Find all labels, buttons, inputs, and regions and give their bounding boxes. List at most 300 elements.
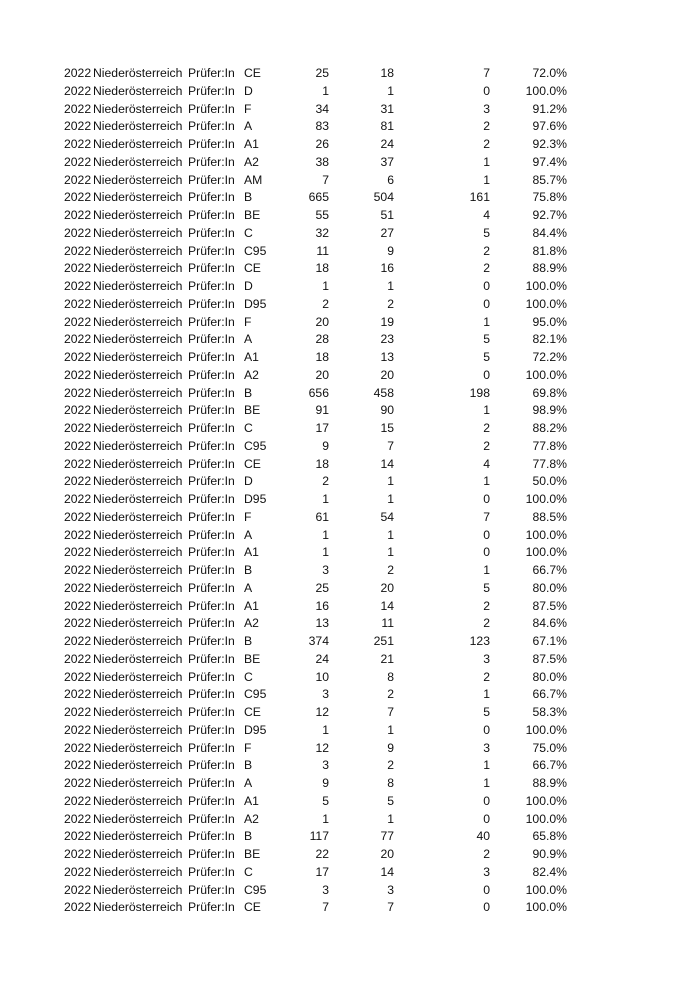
table-row xyxy=(64,456,574,474)
region-cell: Niederösterreich xyxy=(93,119,183,134)
license-class-cell: D95 xyxy=(244,296,267,311)
region-cell: Niederösterreich xyxy=(93,403,183,418)
total-count-cell: 11 xyxy=(316,243,329,258)
license-class-cell: C xyxy=(244,864,253,879)
pass-rate-cell: 100.0% xyxy=(525,900,567,915)
year-cell: 2022 xyxy=(64,900,92,915)
license-class-cell: B xyxy=(244,758,253,773)
failed-count-cell: 0 xyxy=(483,793,490,808)
role-cell: Prüfer:In xyxy=(188,811,235,826)
passed-count-cell: 251 xyxy=(373,634,394,648)
pass-rate-cell: 87.5% xyxy=(532,651,567,666)
table-row xyxy=(64,172,574,190)
failed-count-cell: 0 xyxy=(483,811,490,826)
year-cell: 2022 xyxy=(64,243,92,258)
pass-rate-cell: 97.6% xyxy=(532,119,567,134)
region-cell: Niederösterreich xyxy=(93,900,183,915)
passed-count-cell: 2 xyxy=(387,687,394,702)
license-class-cell: A1 xyxy=(244,545,259,560)
role-cell: Prüfer:In xyxy=(188,474,235,489)
table-row xyxy=(64,101,574,119)
failed-count-cell: 0 xyxy=(483,882,490,897)
failed-count-cell: 2 xyxy=(483,243,490,258)
total-count-cell: 1 xyxy=(322,83,329,98)
pass-rate-cell: 82.1% xyxy=(532,332,567,347)
pass-rate-cell: 87.5% xyxy=(532,598,567,613)
year-cell: 2022 xyxy=(64,634,92,648)
passed-count-cell: 21 xyxy=(380,651,394,666)
total-count-cell: 9 xyxy=(322,776,329,790)
year-cell: 2022 xyxy=(64,882,92,897)
pass-rate-cell: 100.0% xyxy=(525,793,567,808)
total-count-cell: 17 xyxy=(315,864,329,879)
region-cell: Niederösterreich xyxy=(93,172,183,187)
passed-count-cell: 54 xyxy=(380,509,394,524)
region-cell: Niederösterreich xyxy=(93,367,183,382)
year-cell: 2022 xyxy=(64,864,92,879)
license-class-cell: D xyxy=(244,474,253,489)
region-cell: Niederösterreich xyxy=(93,687,183,702)
failed-count-cell: 1 xyxy=(483,776,490,790)
total-count-cell: 24 xyxy=(315,651,329,666)
pass-rate-cell: 69.8% xyxy=(532,385,567,400)
table-row xyxy=(64,757,574,775)
table-row xyxy=(64,296,574,314)
table-row xyxy=(64,775,574,793)
pass-rate-cell: 77.8% xyxy=(532,438,567,453)
license-class-cell: A xyxy=(244,580,253,595)
pass-rate-cell: 72.0% xyxy=(532,66,567,80)
license-class-cell: F xyxy=(244,101,252,116)
role-cell: Prüfer:In xyxy=(188,456,235,471)
pass-rate-cell: 84.6% xyxy=(532,616,567,631)
total-count-cell: 3 xyxy=(322,687,329,702)
license-class-cell: A2 xyxy=(244,154,259,169)
total-count-cell: 13 xyxy=(315,616,329,631)
total-count-cell: 7 xyxy=(322,900,329,915)
year-cell: 2022 xyxy=(64,403,92,418)
year-cell: 2022 xyxy=(64,456,92,471)
region-cell: Niederösterreich xyxy=(93,225,183,240)
year-cell: 2022 xyxy=(64,580,92,595)
passed-count-cell: 19 xyxy=(380,314,394,329)
total-count-cell: 1 xyxy=(322,527,329,542)
region-cell: Niederösterreich xyxy=(93,83,183,98)
failed-count-cell: 0 xyxy=(483,722,490,737)
year-cell: 2022 xyxy=(64,137,92,151)
role-cell: Prüfer:In xyxy=(188,314,235,329)
passed-count-cell: 9 xyxy=(387,243,394,258)
year-cell: 2022 xyxy=(64,651,92,666)
total-count-cell: 12 xyxy=(315,705,329,719)
license-class-cell: C95 xyxy=(244,438,267,453)
failed-count-cell: 40 xyxy=(476,829,490,844)
pass-rate-cell: 98.9% xyxy=(532,403,567,418)
total-count-cell: 28 xyxy=(315,332,329,347)
failed-count-cell: 0 xyxy=(483,367,490,382)
role-cell: Prüfer:In xyxy=(188,190,235,205)
license-class-cell: A xyxy=(244,119,253,134)
role-cell: Prüfer:In xyxy=(188,385,235,400)
passed-count-cell: 6 xyxy=(387,172,394,187)
year-cell: 2022 xyxy=(64,598,92,613)
pass-rate-cell: 66.7% xyxy=(532,687,567,702)
year-cell: 2022 xyxy=(64,527,92,542)
role-cell: Prüfer:In xyxy=(188,83,235,98)
region-cell: Niederösterreich xyxy=(93,634,183,648)
region-cell: Niederösterreich xyxy=(93,580,183,595)
license-class-cell: CE xyxy=(244,705,261,719)
passed-count-cell: 8 xyxy=(387,669,394,684)
table-row xyxy=(64,83,574,101)
role-cell: Prüfer:In xyxy=(188,882,235,897)
passed-count-cell: 20 xyxy=(380,847,394,861)
failed-count-cell: 2 xyxy=(483,421,490,435)
role-cell: Prüfer:In xyxy=(188,793,235,808)
table-row xyxy=(64,349,574,367)
region-cell: Niederösterreich xyxy=(93,722,183,737)
failed-count-cell: 3 xyxy=(483,651,490,666)
failed-count-cell: 1 xyxy=(483,403,490,418)
passed-count-cell: 5 xyxy=(387,793,394,808)
total-count-cell: 2 xyxy=(322,296,329,311)
passed-count-cell: 2 xyxy=(387,296,394,311)
license-class-cell: CE xyxy=(244,456,261,471)
table-row xyxy=(64,882,574,900)
total-count-cell: 3 xyxy=(322,758,329,773)
passed-count-cell: 81 xyxy=(380,119,394,134)
table-row xyxy=(64,740,574,758)
pass-rate-cell: 90.9% xyxy=(532,847,567,861)
role-cell: Prüfer:In xyxy=(188,154,235,169)
table-row xyxy=(64,686,574,704)
total-count-cell: 18 xyxy=(315,261,329,276)
role-cell: Prüfer:In xyxy=(188,900,235,915)
failed-count-cell: 2 xyxy=(483,598,490,613)
pass-rate-cell: 100.0% xyxy=(525,722,567,737)
license-class-cell: C xyxy=(244,421,253,435)
passed-count-cell: 458 xyxy=(373,385,394,400)
pass-rate-cell: 66.7% xyxy=(532,563,567,577)
year-cell: 2022 xyxy=(64,474,92,489)
region-cell: Niederösterreich xyxy=(93,243,183,258)
table-row xyxy=(64,260,574,278)
total-count-cell: 83 xyxy=(315,119,329,134)
year-cell: 2022 xyxy=(64,261,92,276)
pass-rate-cell: 100.0% xyxy=(525,882,567,897)
passed-count-cell: 1 xyxy=(387,474,394,489)
license-class-cell: CE xyxy=(244,900,261,915)
table-row xyxy=(64,562,574,580)
license-class-cell: BE xyxy=(244,847,261,861)
table-row xyxy=(64,438,574,456)
failed-count-cell: 2 xyxy=(483,847,490,861)
year-cell: 2022 xyxy=(64,367,92,382)
license-class-cell: A xyxy=(244,527,253,542)
total-count-cell: 25 xyxy=(315,580,329,595)
role-cell: Prüfer:In xyxy=(188,403,235,418)
table-row xyxy=(64,793,574,811)
license-class-cell: BE xyxy=(244,403,261,418)
region-cell: Niederösterreich xyxy=(93,651,183,666)
passed-count-cell: 31 xyxy=(380,101,394,116)
year-cell: 2022 xyxy=(64,190,92,205)
failed-count-cell: 3 xyxy=(483,864,490,879)
license-class-cell: BE xyxy=(244,651,261,666)
year-cell: 2022 xyxy=(64,545,92,560)
pass-rate-cell: 88.5% xyxy=(532,509,567,524)
region-cell: Niederösterreich xyxy=(93,208,183,222)
region-cell: Niederösterreich xyxy=(93,332,183,347)
role-cell: Prüfer:In xyxy=(188,563,235,577)
total-count-cell: 22 xyxy=(315,847,329,861)
role-cell: Prüfer:In xyxy=(188,776,235,790)
pass-rate-cell: 88.9% xyxy=(532,776,567,790)
total-count-cell: 9 xyxy=(322,438,329,453)
table-row xyxy=(64,420,574,438)
license-class-cell: D xyxy=(244,279,253,293)
pass-rate-cell: 65.8% xyxy=(532,829,567,844)
role-cell: Prüfer:In xyxy=(188,864,235,879)
role-cell: Prüfer:In xyxy=(188,758,235,773)
role-cell: Prüfer:In xyxy=(188,367,235,382)
region-cell: Niederösterreich xyxy=(93,740,183,755)
region-cell: Niederösterreich xyxy=(93,847,183,861)
table-row xyxy=(64,367,574,385)
role-cell: Prüfer:In xyxy=(188,687,235,702)
role-cell: Prüfer:In xyxy=(188,225,235,240)
failed-count-cell: 0 xyxy=(483,527,490,542)
failed-count-cell: 123 xyxy=(469,634,490,648)
total-count-cell: 18 xyxy=(315,456,329,471)
license-class-cell: BE xyxy=(244,208,261,222)
region-cell: Niederösterreich xyxy=(93,616,183,631)
table-row xyxy=(64,899,574,917)
region-cell: Niederösterreich xyxy=(93,492,183,506)
pass-rate-cell: 85.7% xyxy=(532,172,567,187)
failed-count-cell: 5 xyxy=(483,350,490,364)
role-cell: Prüfer:In xyxy=(188,261,235,276)
pass-rate-cell: 75.0% xyxy=(532,740,567,755)
license-class-cell: B xyxy=(244,829,253,844)
license-class-cell: C xyxy=(244,669,253,684)
passed-count-cell: 16 xyxy=(380,261,394,276)
total-count-cell: 5 xyxy=(322,793,329,808)
region-cell: Niederösterreich xyxy=(93,314,183,329)
year-cell: 2022 xyxy=(64,829,92,844)
table-row xyxy=(64,189,574,207)
failed-count-cell: 0 xyxy=(483,279,490,293)
passed-count-cell: 2 xyxy=(387,758,394,773)
table-row xyxy=(64,633,574,651)
failed-count-cell: 198 xyxy=(469,385,490,400)
pass-rate-cell: 100.0% xyxy=(525,527,567,542)
role-cell: Prüfer:In xyxy=(188,616,235,631)
total-count-cell: 117 xyxy=(309,829,329,844)
failed-count-cell: 3 xyxy=(483,101,490,116)
failed-count-cell: 1 xyxy=(483,563,490,577)
failed-count-cell: 1 xyxy=(483,474,490,489)
table-row xyxy=(64,118,574,136)
region-cell: Niederösterreich xyxy=(93,137,183,151)
failed-count-cell: 2 xyxy=(483,119,490,134)
pass-rate-cell: 50.0% xyxy=(532,474,567,489)
total-count-cell: 34 xyxy=(315,101,329,116)
year-cell: 2022 xyxy=(64,332,92,347)
region-cell: Niederösterreich xyxy=(93,421,183,435)
failed-count-cell: 0 xyxy=(483,296,490,311)
total-count-cell: 20 xyxy=(315,314,329,329)
license-class-cell: CE xyxy=(244,261,261,276)
table-row xyxy=(64,598,574,616)
total-count-cell: 3 xyxy=(322,563,329,577)
license-class-cell: D xyxy=(244,83,253,98)
pass-rate-cell: 88.2% xyxy=(532,421,567,435)
passed-count-cell: 1 xyxy=(387,492,394,506)
total-count-cell: 665 xyxy=(308,190,329,205)
role-cell: Prüfer:In xyxy=(188,208,235,222)
failed-count-cell: 3 xyxy=(483,740,490,755)
role-cell: Prüfer:In xyxy=(188,492,235,506)
failed-count-cell: 5 xyxy=(483,332,490,347)
year-cell: 2022 xyxy=(64,705,92,719)
region-cell: Niederösterreich xyxy=(93,758,183,773)
pass-rate-cell: 100.0% xyxy=(525,296,567,311)
table-row xyxy=(64,136,574,154)
year-cell: 2022 xyxy=(64,421,92,435)
license-class-cell: A xyxy=(244,776,253,790)
failed-count-cell: 2 xyxy=(483,616,490,631)
role-cell: Prüfer:In xyxy=(188,137,235,151)
role-cell: Prüfer:In xyxy=(188,438,235,453)
table-row xyxy=(64,154,574,172)
failed-count-cell: 0 xyxy=(483,492,490,506)
region-cell: Niederösterreich xyxy=(93,864,183,879)
passed-count-cell: 20 xyxy=(380,367,394,382)
region-cell: Niederösterreich xyxy=(93,527,183,542)
failed-count-cell: 5 xyxy=(483,580,490,595)
total-count-cell: 7 xyxy=(322,172,329,187)
table-row xyxy=(64,331,574,349)
failed-count-cell: 4 xyxy=(483,208,490,222)
region-cell: Niederösterreich xyxy=(93,811,183,826)
role-cell: Prüfer:In xyxy=(188,598,235,613)
license-class-cell: A xyxy=(244,332,253,347)
total-count-cell: 1 xyxy=(322,279,329,293)
failed-count-cell: 1 xyxy=(483,154,490,169)
license-class-cell: F xyxy=(244,740,252,755)
table-row xyxy=(64,314,574,332)
table-row xyxy=(64,207,574,225)
role-cell: Prüfer:In xyxy=(188,651,235,666)
failed-count-cell: 7 xyxy=(483,509,490,524)
year-cell: 2022 xyxy=(64,492,92,506)
role-cell: Prüfer:In xyxy=(188,545,235,560)
pass-rate-cell: 100.0% xyxy=(525,811,567,826)
table-row xyxy=(64,704,574,722)
role-cell: Prüfer:In xyxy=(188,527,235,542)
passed-count-cell: 1 xyxy=(387,527,394,542)
failed-count-cell: 1 xyxy=(483,758,490,773)
region-cell: Niederösterreich xyxy=(93,154,183,169)
pass-rate-cell: 91.2% xyxy=(532,101,567,116)
license-class-cell: F xyxy=(244,314,252,329)
role-cell: Prüfer:In xyxy=(188,350,235,364)
license-class-cell: B xyxy=(244,385,253,400)
total-count-cell: 3 xyxy=(322,882,329,897)
passed-count-cell: 15 xyxy=(380,421,394,435)
region-cell: Niederösterreich xyxy=(93,563,183,577)
passed-count-cell: 8 xyxy=(387,776,394,790)
license-class-cell: D95 xyxy=(244,722,267,737)
table-row xyxy=(64,473,574,491)
total-count-cell: 18 xyxy=(315,350,329,364)
pass-rate-cell: 72.2% xyxy=(532,350,567,364)
region-cell: Niederösterreich xyxy=(93,66,183,80)
pass-rate-cell: 100.0% xyxy=(525,83,567,98)
passed-count-cell: 27 xyxy=(380,225,394,240)
passed-count-cell: 504 xyxy=(373,190,394,205)
region-cell: Niederösterreich xyxy=(93,509,183,524)
role-cell: Prüfer:In xyxy=(188,332,235,347)
region-cell: Niederösterreich xyxy=(93,279,183,293)
role-cell: Prüfer:In xyxy=(188,705,235,719)
region-cell: Niederösterreich xyxy=(93,829,183,844)
pass-rate-cell: 75.8% xyxy=(532,190,567,205)
table-row xyxy=(64,527,574,545)
license-class-cell: A1 xyxy=(244,350,259,364)
passed-count-cell: 7 xyxy=(387,900,394,915)
passed-count-cell: 1 xyxy=(387,279,394,293)
total-count-cell: 17 xyxy=(315,421,329,435)
region-cell: Niederösterreich xyxy=(93,705,183,719)
failed-count-cell: 0 xyxy=(483,83,490,98)
region-cell: Niederösterreich xyxy=(93,350,183,364)
pass-rate-cell: 58.3% xyxy=(532,705,567,719)
table-row xyxy=(64,828,574,846)
role-cell: Prüfer:In xyxy=(188,119,235,134)
pass-rate-cell: 88.9% xyxy=(532,261,567,276)
total-count-cell: 16 xyxy=(315,598,329,613)
license-class-cell: A2 xyxy=(244,367,259,382)
role-cell: Prüfer:In xyxy=(188,634,235,648)
year-cell: 2022 xyxy=(64,438,92,453)
region-cell: Niederösterreich xyxy=(93,456,183,471)
year-cell: 2022 xyxy=(64,811,92,826)
table-row xyxy=(64,846,574,864)
region-cell: Niederösterreich xyxy=(93,261,183,276)
total-count-cell: 25 xyxy=(315,66,329,80)
license-class-cell: C95 xyxy=(244,687,267,702)
failed-count-cell: 0 xyxy=(483,545,490,560)
year-cell: 2022 xyxy=(64,758,92,773)
role-cell: Prüfer:In xyxy=(188,66,235,80)
passed-count-cell: 13 xyxy=(380,350,394,364)
total-count-cell: 374 xyxy=(308,634,329,648)
role-cell: Prüfer:In xyxy=(188,722,235,737)
failed-count-cell: 2 xyxy=(483,438,490,453)
region-cell: Niederösterreich xyxy=(93,474,183,489)
table-row xyxy=(64,544,574,562)
total-count-cell: 10 xyxy=(315,669,329,684)
role-cell: Prüfer:In xyxy=(188,669,235,684)
passed-count-cell: 9 xyxy=(387,740,394,755)
table-row xyxy=(64,65,574,83)
table-row xyxy=(64,580,574,598)
table-row xyxy=(64,278,574,296)
year-cell: 2022 xyxy=(64,83,92,98)
year-cell: 2022 xyxy=(64,616,92,631)
